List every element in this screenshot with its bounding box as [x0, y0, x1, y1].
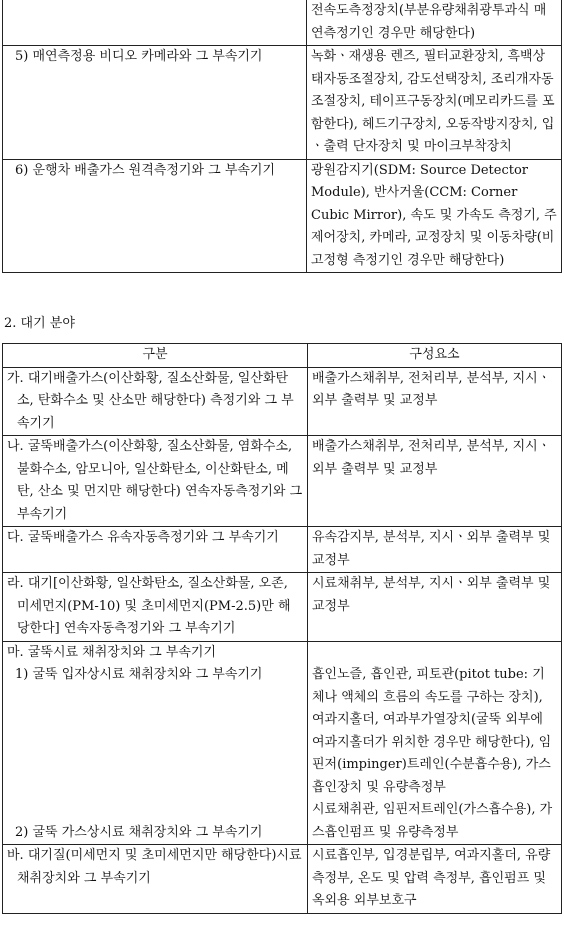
subrow-label: 1) 굴뚝 입자상시료 채취장치와 그 부속기기: [15, 667, 263, 682]
equipment-table-continued: [2, 0, 562, 273]
table-cell-label: [3, 527, 308, 573]
row-label: 5) 매연측정용 비디오 카메라와 그 부속기기: [15, 49, 263, 64]
table-row: [3, 0, 562, 46]
table-row: [3, 46, 562, 160]
table-cell-components: 시료채취부, 분석부, 지시ㆍ외부 출력부 및 교정부: [308, 573, 562, 642]
table-cell-components: 광원감지기(SDM: Source Detector Module), 반사거울(CCM: Corner Cubic Mirror), 속도 및 가속도 측정기, 주제어장치, 카메라, 교정장치 및 이동차량(비고정형 측정기인 경우만 해당한다): [307, 159, 562, 273]
table-row: [3, 641, 562, 845]
table-cell-components: 전속도측정장치(부분유량채취광투과식 매연측정기인 경우만 해당한다): [307, 0, 562, 46]
table-cell-label: [3, 436, 308, 527]
subrow-components: 흡인노즐, 흡인관, 피토관(pitot tube: 기체나 액체의 흐름의 속도를 구하는 장치), 여과지홀더, 여과부가열장치(굴뚝 외부에 여과지홀더가 위치한 경우만 해당한다), 임핀저(impinger)트레인(수분흡수용), 가스흡인장치 및 유량측정부: [312, 667, 552, 795]
table-cell-label: [3, 845, 308, 914]
table-cell-label: [3, 159, 307, 273]
subrow-components: 시료채취관, 임핀저트레인(가스흡수용), 가스흡인펌프 및 유량측정부: [312, 802, 553, 840]
row-label: 라. 대기[이산화황, 일산화탄소, 질소산화물, 오존, 미세먼지(PM-10) 및 초미세먼지(PM-2.5)만 해당한다] 연속자동측정기와 그 부속기기: [7, 576, 291, 636]
table-cell-components: 배출가스채취부, 전처리부, 분석부, 지시ㆍ외부 출력부 및 교정부: [308, 436, 562, 527]
row-label: 가. 대기배출가스(이산화황, 질소산화물, 일산화탄소, 탄화수소 및 산소만 해당한다) 측정기와 그 부속기기: [7, 370, 294, 431]
row-label: 다. 굴뚝배출가스 유속자동측정기와 그 부속기기: [7, 530, 279, 545]
table-row: [3, 573, 562, 642]
table-header-row: [3, 344, 562, 368]
table-cell-components: 배출가스채취부, 전처리부, 분석부, 지시ㆍ외부 출력부 및 교정부: [308, 367, 562, 436]
table-row: [3, 845, 562, 914]
row-label: 나. 굴뚝배출가스(이산화황, 질소산화물, 염화수소, 불화수소, 암모니아, 일산화탄소, 이산화탄소, 메탄, 산소 및 먼지만 해당한다) 연속자동측정기와 그 부속기기: [7, 439, 303, 522]
table-cell-components: 시료흡인부, 입경분립부, 여과지홀더, 유량측정부, 온도 및 압력 측정부, 흡인펌프 및 옥외용 외부보호구: [308, 845, 562, 914]
row-label: 마. 굴뚝시료 채취장치와 그 부속기기: [7, 644, 217, 660]
table-cell-label: [3, 46, 307, 160]
table-cell-label: [3, 641, 308, 845]
row-label: 바. 대기질(미세먼지 및 초미세먼지만 해당한다)시료 채취장치와 그 부속기기: [7, 848, 302, 886]
table-cell-components: [308, 641, 562, 845]
air-equipment-table: [2, 343, 562, 914]
column-header-category: 구분: [3, 344, 308, 368]
section-heading: 2. 대기 분야: [4, 316, 75, 331]
table-row: [3, 159, 562, 273]
column-header-components: 구성요소: [308, 344, 562, 368]
table-row: [3, 527, 562, 573]
table-cell-label: [3, 573, 308, 642]
table-cell-empty: [3, 0, 307, 46]
table-row: [3, 436, 562, 527]
table-cell-components: 녹화ㆍ재생용 렌즈, 필터교환장치, 흑백상태자동조절장치, 감도선택장치, 조리개자동조절장치, 테이프구동장치(메모리카드를 포함한다), 헤드기구장치, 오동작방지장치, 입ㆍ출력 단자장치 및 마이크부착장치: [307, 46, 562, 160]
subrow-label: 2) 굴뚝 가스상시료 채취장치와 그 부속기기: [15, 824, 263, 840]
table-row: [3, 367, 562, 436]
table-cell-components: 유속감지부, 분석부, 지시ㆍ외부 출력부 및 교정부: [308, 527, 562, 573]
row-label: 6) 운행차 배출가스 원격측정기와 그 부속기기: [15, 162, 276, 178]
table-cell-label: [3, 367, 308, 436]
